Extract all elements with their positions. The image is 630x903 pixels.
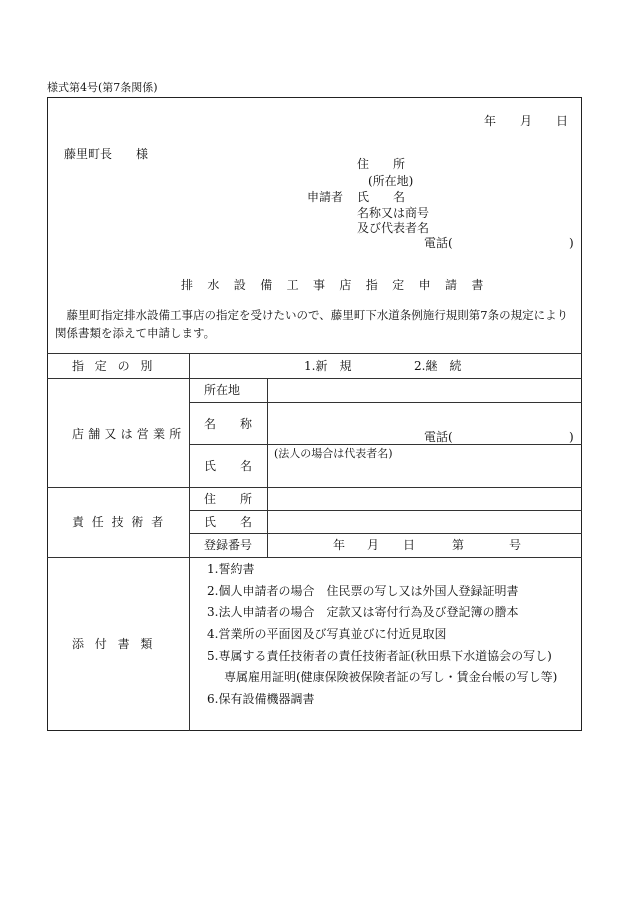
store-person-label: 氏 名 [204,459,253,473]
engineer-address-label: 住 所 [204,492,253,506]
reg-day: 日 [403,538,416,552]
row-divider [47,378,582,379]
form-number: 様式第4号(第7条関係) [47,81,158,94]
store-label: 店舗又は営業所 [72,427,186,441]
reg-dai: 第 [452,538,465,552]
engineer-reg-no-label: 登録番号 [204,538,253,552]
row-divider [189,533,582,534]
store-phone-close: ) [569,430,574,444]
row-divider [47,557,582,558]
attachment-item-continued: 専属雇用証明(健康保険被保険者証の写し・賃金台帳の写し等) [224,670,558,684]
reg-year: 年 [333,538,346,552]
attachments-label: 添付書類 [72,637,164,651]
date-month: 月 [520,114,533,128]
store-phone-label: 電話( [424,430,453,444]
attachment-item: 4.営業所の平面図及び写真並びに付近見取図 [207,627,447,641]
date-day: 日 [556,114,569,128]
reg-month: 月 [367,538,380,552]
applicant-trade-name-label: 名称又は商号 [357,206,430,220]
designation-option-new: 1.新 規 [304,359,352,373]
honorific: 様 [136,147,149,161]
column-divider [189,353,190,731]
column-divider [267,378,268,557]
applicant-representative-label: 及び代表者名 [357,221,430,235]
attachment-item: 5.専属する責任技術者の責任技術者証(秋田県下水道協会の写し) [207,649,552,663]
row-divider [47,487,582,488]
applicant-label: 申請者 [307,190,344,204]
date-year: 年 [484,114,497,128]
applicant-name-label: 氏 名 [357,190,406,204]
designation-option-renew: 2.継 続 [414,359,462,373]
attachment-item: 6.保有設備機器調書 [207,692,315,706]
applicant-phone-label: 電話( [424,236,453,250]
applicant-phone-close: ) [569,236,574,250]
attachment-item: 1.誓約書 [207,562,255,576]
row-divider [189,444,582,445]
row-divider [189,510,582,511]
designation-label: 指定の別 [72,359,164,373]
row-divider [189,402,582,403]
attachment-item: 2.個人申請者の場合 住民票の写し又は外国人登録証明書 [207,584,519,598]
addressee: 藤里町長 [64,147,113,161]
applicant-address-label: 住 所 [357,157,406,171]
engineer-label: 責任技術者 [72,515,172,529]
application-statement: 藤里町指定排水設備工事店の指定を受けたいので、藤里町下水道条例施行規則第7条の規定により関係書類を添えて申請します。 [55,308,569,340]
document-title: 排水設備工事店指定申請書 [181,278,498,292]
store-location-label: 所在地 [204,383,241,397]
engineer-name-label: 氏 名 [204,515,253,529]
row-divider [47,353,582,354]
store-name-label: 名 称 [204,417,253,431]
corporate-representative-note: (法人の場合は代表者名) [274,447,393,460]
applicant-address-note: (所在地) [368,174,414,188]
attachment-item: 3.法人申請者の場合 定款又は寄付行為及び登記簿の謄本 [207,605,519,619]
reg-go: 号 [509,538,522,552]
